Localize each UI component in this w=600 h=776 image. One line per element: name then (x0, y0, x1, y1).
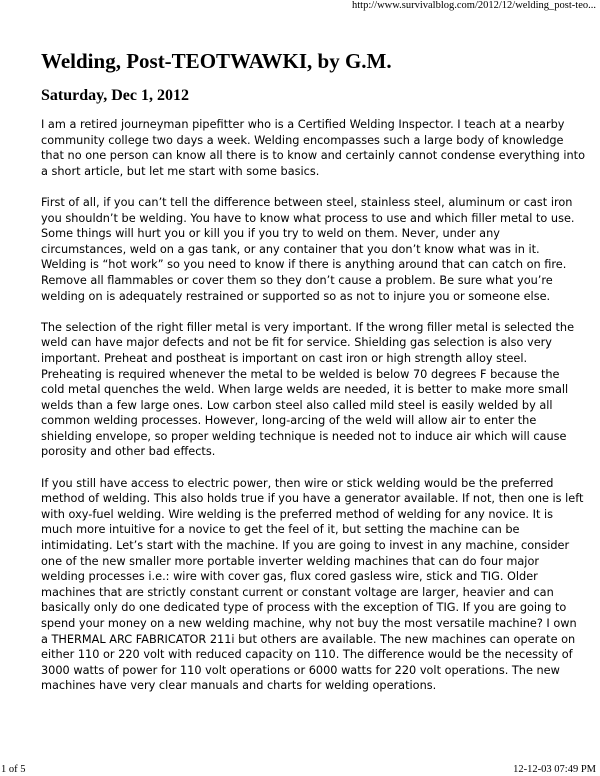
page-number: 1 of 5 (1, 764, 26, 775)
paragraph-welding-machines: If you still have access to electric power, then wire or stick welding would be the preferred method of welding. This also holds true if you have a generator available. If not, then one is left with oxy-fuel welding. Wire welding is the preferred method of welding for any novice. It is much more intuitive for a novice to get the feel of it, but setting the machine can be intimidating. Let’s start with the machine. If you are going to invest in any machine, consider one of the new smaller more portable inverter welding machines that can do four major welding processes i.e.: wire with cover gas, flux cored gasless wire, stick and TIG. Older machines that are strictly constant current or constant voltage are larger, heavier and can basically only do one dedicated type of process with the exception of TIG. If you are going to spend your money on a new welding machine, why not buy the most versatile machine? I own a THERMAL ARC FABRICATOR 211i but others are available. The new machines can operate on either 110 or 220 volt with reduced capacity on 110. The difference would be the necessity of 3000 watts of power for 110 volt operations or 6000 watts for 220 volt operations. The new machines have very clear manuals and charts for welding operations. (41, 476, 584, 693)
paragraph-safety: First of all, if you can’t tell the difference between steel, stainless steel, aluminum or cast iron you shouldn’t be welding. You have to know what process to use and which filler metal to use. Some things will hurt you or kill you if you try to weld on them. Never, under any circumstances, weld on a gas tank, or any container that you don’t know what was in it. Welding is “hot work” so you need to know if there is anything around that can catch on fire. Remove all flammables or cover them so they don’t cause a problem. Be sure what you’re welding on is adequately restrained or supported so as not to injure you or someone else. (41, 195, 575, 303)
page-url: http://www.survivalblog.com/2012/12/welding_post-teo... (351, 0, 596, 11)
paragraph-intro: I am a retired journeyman pipefitter who is a Certified Welding Inspector. I teach at a nearby community college two days a week. Welding encompasses such a large body of knowledge that no one person can know all there is to know and certainly cannot condense everything into a short article, but let me start with some basics. (41, 118, 586, 178)
print-timestamp: 12-12-03 07:49 PM (513, 764, 596, 775)
article-date: Saturday, Dec 1, 2012 (41, 87, 189, 104)
paragraph-filler-metal: The selection of the right filler metal is very important. If the wrong filler metal is selected the weld can have major defects and not be fit for service. Shielding gas selection is also very important. Preheat and postheat is important on cast iron or high strength alloy steel. Preheating is required whenever the metal to be welded is below 70 degrees F because the cold metal quenches the weld. When large welds are needed, it is better to make more small welds than a few large ones. Low carbon steel also called mild steel is easily welded by all common welding processes. However, long-arcing of the weld will allow air to enter the shielding envelope, so proper welding technique is needed not to induce air which will cause porosity and other bad effects. (41, 320, 575, 459)
article-title: Welding, Post-TEOTWAWKI, by G.M. (41, 49, 392, 73)
article-body (41, 117, 586, 710)
